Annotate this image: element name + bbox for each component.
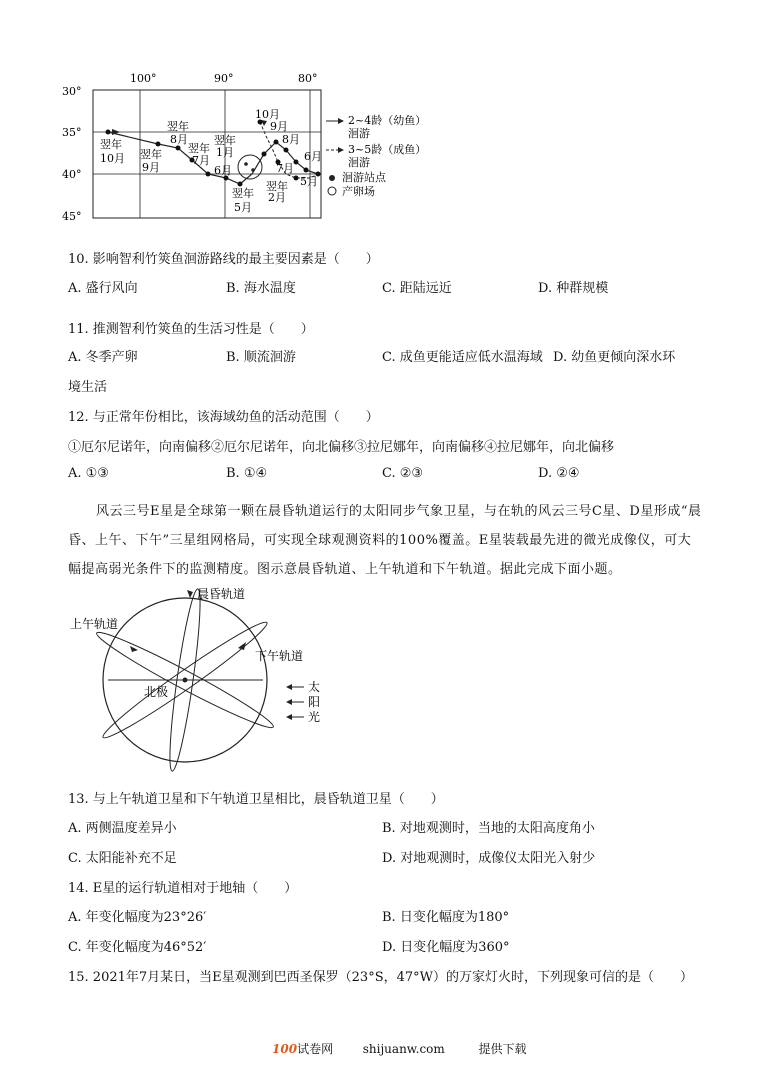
legend-spawning: 产卵场 — [342, 185, 375, 198]
sunlight-char-2: 阳 — [308, 695, 321, 709]
svg-text:翌年: 翌年 — [266, 180, 288, 193]
q15-stem: 15. 2021年7月某日，当E星观测到巴西圣保罗（23°S，47°W）的万家灯火时，下列现象可信的是（ ） — [68, 970, 694, 985]
lat-label-45: 45° — [62, 210, 82, 223]
q10-option-c[interactable]: C. 距陆远近 — [382, 281, 452, 296]
passage-line-2: 昏、上午、下午”三星组网格局，可实现全球观测资料的100%覆盖。E星装载最先进的微光成像仪，可大 — [68, 533, 692, 548]
svg-text:翌年: 翌年 — [140, 148, 162, 161]
footer-site-url[interactable]: shijuanw.com — [362, 1042, 445, 1056]
sunlight-char-1: 太 — [308, 680, 321, 694]
lon-label-80: 80° — [298, 72, 318, 85]
q14-option-b[interactable]: B. 日变化幅度为180° — [382, 910, 510, 925]
passage-line-3: 幅提高弱光条件下的监测精度。图示意晨昏轨道、上午轨道和下午轨道。据此完成下面小题。 — [68, 562, 622, 577]
label-north-pole: 北极 — [144, 685, 169, 699]
q12-stem: 12. 与正常年份相比，该海域幼鱼的活动范围（ ） — [68, 410, 379, 425]
svg-text:5月: 5月 — [234, 201, 252, 214]
q14-option-c[interactable]: C. 年变化幅度为46°52′ — [68, 940, 207, 955]
q10-option-a[interactable]: A. 盛行风向 — [68, 281, 138, 296]
label-10-top: 10月 — [255, 108, 280, 121]
label-9-left: 9月 — [142, 161, 160, 174]
q11-option-d[interactable]: D. 幼鱼更倾向深水环 — [553, 350, 676, 365]
svg-text:6月: 6月 — [214, 164, 232, 177]
svg-text:翌年: 翌年 — [167, 120, 189, 133]
footer — [272, 1040, 526, 1057]
q11-option-d-cont: 境生活 — [68, 380, 108, 395]
label-10-month: 10月 — [100, 152, 125, 165]
q10-option-b[interactable]: B. 海水温度 — [226, 281, 296, 296]
footer-download: 提供下载 — [478, 1042, 527, 1056]
sunlight-char-3: 光 — [308, 710, 321, 724]
label-9-top: 9月 — [270, 120, 288, 133]
svg-text:翌年: 翌年 — [232, 187, 254, 200]
map-legend — [326, 113, 426, 198]
q11-option-a[interactable]: A. 冬季产卵 — [68, 350, 138, 365]
svg-text:2月: 2月 — [268, 191, 286, 204]
svg-text:3~5龄（成鱼）: 3~5龄（成鱼） — [348, 143, 427, 156]
lon-label-90: 90° — [214, 72, 234, 85]
q13-option-c[interactable]: C. 太阳能补充不足 — [68, 851, 177, 866]
svg-text:7月: 7月 — [192, 154, 210, 167]
q14-option-d[interactable]: D. 日变化幅度为360° — [382, 940, 510, 955]
label-morning: 上午轨道 — [70, 617, 119, 631]
svg-text:洄游: 洄游 — [348, 127, 370, 140]
passage-line-1: 风云三号E星是全球第一颗在晨昏轨道运行的太阳同步气象卫星，与在轨的风云三号C星、D星形成“晨 — [96, 504, 702, 519]
label-dawn-dusk: 晨昏轨道 — [197, 587, 246, 601]
lon-label-100: 100° — [130, 72, 157, 85]
q10-stem: 10. 影响智利竹筴鱼洄游路线的最主要因素是（ ） — [68, 252, 379, 267]
label-8-right: 8月 — [282, 133, 300, 146]
label-6-right: 6月 — [304, 150, 322, 163]
svg-text:翌年: 翌年 — [188, 142, 210, 155]
lat-label-35: 35° — [62, 126, 82, 139]
footer-site-cn: 试卷网 — [297, 1042, 334, 1056]
label-10-left: 翌年 — [100, 138, 122, 151]
svg-text:洄游: 洄游 — [348, 156, 370, 169]
lat-label-30: 30° — [62, 85, 82, 98]
q11-stem: 11. 推测智利竹筴鱼的生活习性是（ ） — [68, 322, 314, 337]
svg-text:2~4龄（幼鱼）: 2~4龄（幼鱼） — [348, 114, 427, 127]
site-logo: 100 — [272, 1042, 298, 1056]
fish-migration-map — [60, 66, 450, 230]
label-7-right: 7月 — [276, 162, 294, 175]
q13-stem: 13. 与上午轨道卫星和下午轨道卫星相比，晨昏轨道卫星（ ） — [68, 792, 444, 807]
q12-option-b[interactable]: B. ①④ — [226, 466, 268, 481]
q14-stem: 14. E星的运行轨道相对于地轴（ ） — [68, 881, 298, 896]
orbit-diagram — [60, 584, 360, 784]
q12-statements: ①厄尔尼诺年，向南偏移②厄尔尼诺年，向北偏移③拉尼娜年，向南偏移④拉尼娜年，向北偏移 — [68, 440, 615, 455]
legend-station: 洄游站点 — [342, 171, 386, 184]
q12-option-d[interactable]: D. ②④ — [538, 466, 580, 481]
q11-option-c[interactable]: C. 成鱼更能适应低水温海域 — [382, 350, 543, 365]
q13-option-d[interactable]: D. 对地观测时，成像仪太阳光入射少 — [382, 851, 596, 866]
lat-label-40: 40° — [62, 168, 82, 181]
q14-option-a[interactable]: A. 年变化幅度为23°26′ — [68, 910, 207, 925]
q13-option-b[interactable]: B. 对地观测时，当地的太阳高度角小 — [382, 821, 595, 836]
label-afternoon: 下午轨道 — [255, 649, 304, 663]
q12-option-a[interactable]: A. ①③ — [68, 466, 109, 481]
svg-text:翌年: 翌年 — [214, 134, 236, 147]
sunlight-indicator — [286, 679, 320, 724]
label-5-right: 5月 — [300, 175, 318, 188]
q10-option-d[interactable]: D. 种群规模 — [538, 281, 609, 296]
q12-option-c[interactable]: C. ②③ — [382, 466, 424, 481]
svg-text:1月: 1月 — [216, 146, 234, 159]
q13-option-a[interactable]: A. 两侧温度差异小 — [68, 821, 177, 836]
svg-text:8月: 8月 — [170, 133, 188, 146]
q11-option-b[interactable]: B. 顺流洄游 — [226, 350, 296, 365]
